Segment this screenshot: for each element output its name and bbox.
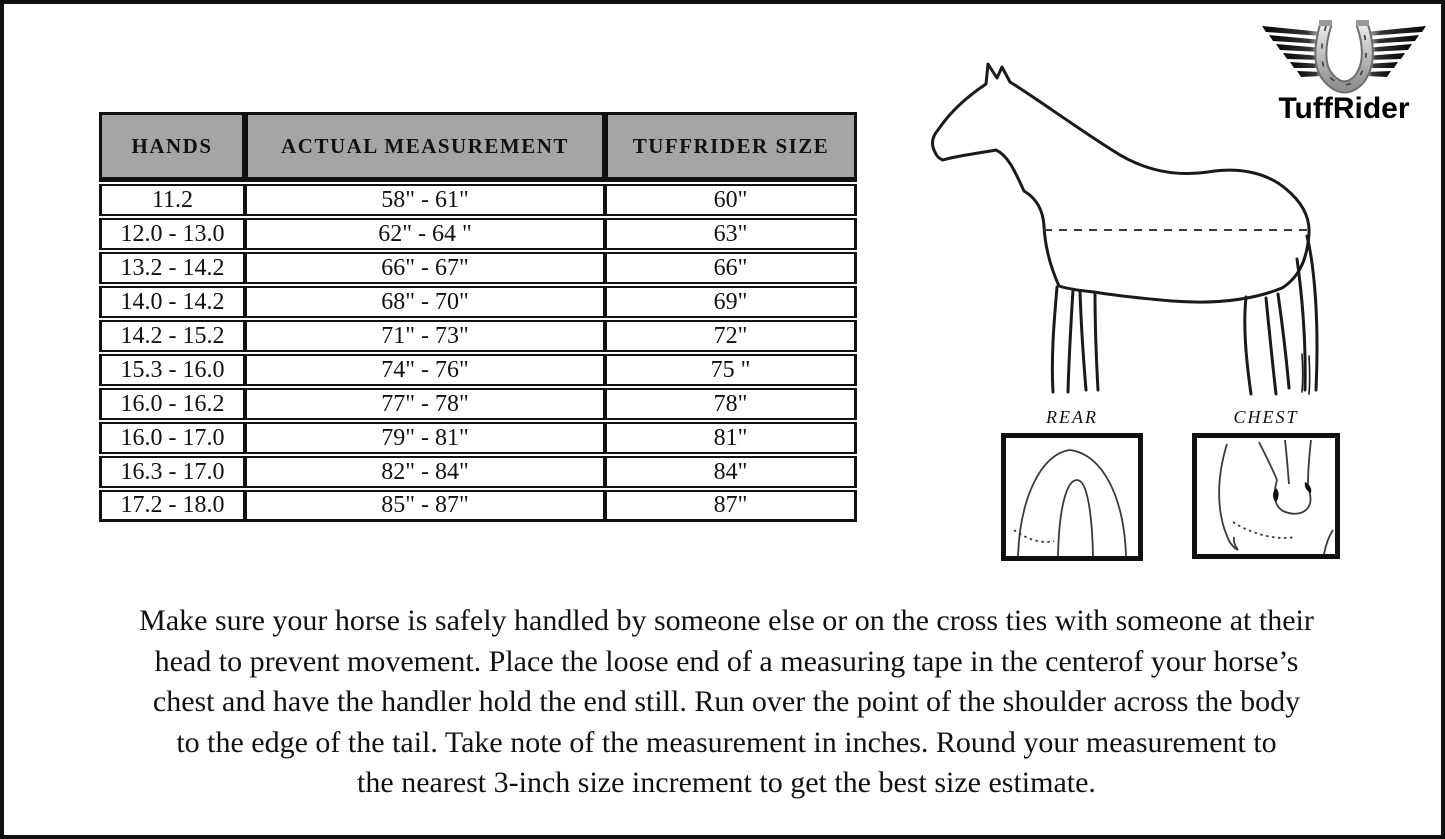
measurement-cell: 62" - 64 " [245,218,605,250]
measuring-instructions [29,601,1424,804]
size-cell: 60" [605,184,857,216]
measurement-cell: 66" - 67" [245,252,605,284]
size-cell: 84" [605,456,857,488]
instructions-line: chest and have the handler hold the end still. Run over the point of the shoulder across the body [152,685,1301,718]
table-header-row [99,112,857,182]
table-row [99,184,857,216]
col-header-actual-measurement: ACTUAL MEASUREMENT [245,112,605,182]
rear-view-box [1001,433,1143,561]
measurement-cell: 58" - 61" [245,184,605,216]
chest-view-icon [1197,438,1335,554]
instructions-line: to the edge of the tail. Take note of the measurement in inches. Round your measurement to [176,725,1277,759]
horse-outline-icon [916,54,1338,406]
measurement-cell: 77" - 78" [245,388,605,420]
chest-view-box [1192,433,1340,559]
brand-name: TuffRider [1278,92,1410,125]
table-row [99,252,857,284]
hands-cell: 16.0 - 16.2 [99,388,245,420]
instructions-line: head to prevent movement. Place the loose end of a measuring tape in the centerof your horse’s [154,644,1299,678]
chest-label: CHEST [1233,407,1299,427]
size-cell: 66" [605,252,857,284]
measurement-cell: 74" - 76" [245,354,605,386]
rear-label: REAR [1046,407,1098,427]
table-row [99,456,857,488]
measurement-cell: 85" - 87" [245,490,605,522]
measurement-cell: 82" - 84" [245,456,605,488]
hands-cell: 15.3 - 16.0 [99,354,245,386]
table-row [99,320,857,352]
hands-cell: 12.0 - 13.0 [99,218,245,250]
col-header-tuffrider-size: TUFFRIDER SIZE [605,112,857,182]
hands-cell: 16.3 - 17.0 [99,456,245,488]
table-row [99,218,857,250]
hands-cell: 14.0 - 14.2 [99,286,245,318]
measurement-cell: 71" - 73" [245,320,605,352]
table-row [99,354,857,386]
size-cell: 87" [605,490,857,522]
table-row [99,490,857,522]
horse-side-view-diagram [916,54,1338,406]
hands-cell: 11.2 [99,184,245,216]
size-cell: 81" [605,422,857,454]
instructions-line: Make sure your horse is safely handled by someone else or on the cross ties with someone at their [139,604,1314,637]
size-table [99,110,857,524]
hands-cell: 16.0 - 17.0 [99,422,245,454]
table-row [99,388,857,420]
size-cell: 72" [605,320,857,352]
chest-view-figure [1192,407,1340,559]
table-row [99,286,857,318]
size-cell: 78" [605,388,857,420]
rear-view-figure [1001,407,1143,561]
size-cell: 63" [605,218,857,250]
table-row [99,422,857,454]
measurement-cell: 68" - 70" [245,286,605,318]
hands-cell: 14.2 - 15.2 [99,320,245,352]
measurement-cell: 79" - 81" [245,422,605,454]
rear-view-icon [1006,438,1138,556]
size-cell: 75 " [605,354,857,386]
size-cell: 69" [605,286,857,318]
instructions-line: the nearest 3-inch size increment to get the best size estimate. [357,766,1096,799]
hands-cell: 13.2 - 14.2 [99,252,245,284]
hands-cell: 17.2 - 18.0 [99,490,245,522]
col-header-hands: HANDS [99,112,245,182]
